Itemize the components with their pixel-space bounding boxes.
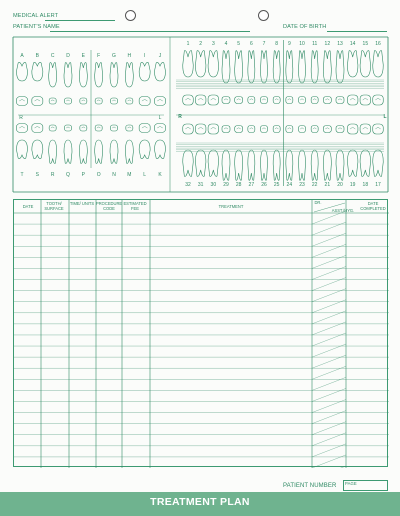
permanent-occlusal-lower [336,126,344,133]
permanent-number-upper: 15 [362,41,369,47]
patient-number-label: PATIENT NUMBER [283,483,337,489]
permanent-tooth-lower [373,150,384,176]
primary-occlusal-lower [17,124,28,133]
primary-tooth-lower [17,140,28,159]
permanent-right-marker: R [178,114,182,120]
treatment-table [13,199,388,467]
primary-occlusal-lower [155,124,166,133]
header-tooth-surface: TOOTH/ SURFACE [44,201,64,211]
permanent-tooth-lower [336,150,344,180]
permanent-number-upper: 9 [287,41,291,47]
permanent-tooth-upper [235,51,243,83]
primary-occlusal-lower [49,125,56,131]
primary-letter-upper: C [50,53,55,59]
permanent-tooth-upper [347,51,358,77]
permanent-tooth-lower [360,150,371,176]
permanent-tooth-lower [208,150,219,176]
permanent-occlusal-upper [347,95,358,105]
permanent-tooth-upper [208,51,219,77]
header-dr: DR. [314,200,322,205]
permanent-number-upper: 7 [262,41,266,47]
permanent-occlusal-upper [360,95,371,105]
permanent-number-lower: 29 [223,182,229,188]
permanent-occlusal-lower [273,126,280,133]
permanent-occlusal-upper [336,97,344,104]
permanent-occlusal-lower [261,126,268,133]
permanent-number-upper: 6 [249,41,253,47]
primary-tooth-upper [17,62,28,81]
primary-occlusal-upper [139,97,150,106]
primary-letter-upper: H [127,53,132,59]
primary-letter-upper: D [66,53,70,59]
primary-occlusal-upper [32,97,43,106]
permanent-number-upper: 10 [299,41,305,47]
permanent-tooth-lower [299,150,306,180]
primary-tooth-upper [95,63,103,87]
permanent-occlusal-lower [311,126,318,133]
permanent-occlusal-upper [222,97,230,104]
primary-tooth-upper [110,63,118,87]
permanent-number-lower: 31 [197,182,204,188]
permanent-occlusal-upper [311,97,318,104]
form-title: TREATMENT PLAN [150,496,250,508]
header-date-completed: DATE COMPLETED [360,201,386,211]
primary-tooth-lower [95,140,103,163]
permanent-tooth-upper [336,51,344,83]
primary-tooth-upper [79,63,87,87]
medical-alert-label: MEDICAL ALERT [13,13,59,19]
primary-occlusal-lower [80,125,87,131]
permanent-tooth-lower [195,150,206,176]
primary-tooth-lower [110,140,118,163]
primary-letter-lower: S [35,172,40,178]
permanent-number-lower: 23 [299,182,305,188]
primary-letter-lower: Q [66,172,70,178]
primary-tooth-lower [139,140,150,159]
permanent-occlusal-upper [261,97,268,104]
permanent-tooth-upper [323,51,331,83]
primary-tooth-upper [64,63,72,87]
permanent-occlusal-lower [208,124,219,134]
table-grid [14,200,389,468]
permanent-tooth-lower [183,150,194,176]
permanent-tooth-lower [222,150,230,180]
permanent-tooth-upper [248,51,255,83]
primary-letter-lower: L [143,172,147,178]
primary-occlusal-upper [111,98,118,104]
permanent-occlusal-lower [222,126,230,133]
primary-occlusal-lower [139,124,150,133]
permanent-occlusal-lower [235,126,243,133]
permanent-occlusal-lower [373,124,384,134]
permanent-number-upper: 8 [275,41,279,47]
tooth-chart [0,0,400,200]
primary-tooth-upper [125,63,133,87]
permanent-tooth-lower [311,150,318,180]
permanent-occlusal-upper [248,97,255,104]
permanent-number-upper: 2 [199,41,203,47]
permanent-number-upper: 11 [312,41,318,47]
permanent-number-upper: 1 [186,41,190,47]
permanent-number-lower: 19 [349,182,356,188]
primary-letter-lower: P [81,172,86,178]
primary-letter-upper: I [143,53,146,59]
permanent-occlusal-lower [286,126,293,133]
dr-asst-diagonal [312,466,346,468]
permanent-occlusal-lower [183,124,194,134]
permanent-occlusal-upper [195,95,206,105]
permanent-tooth-lower [323,150,331,180]
primary-letter-upper: G [112,53,116,59]
permanent-occlusal-lower [195,124,206,134]
primary-letter-upper: F [97,53,101,59]
permanent-number-lower: 25 [273,182,280,188]
permanent-tooth-lower [286,150,293,180]
permanent-number-lower: 22 [311,182,318,188]
permanent-number-upper: 4 [224,41,228,47]
primary-occlusal-upper [17,97,28,106]
permanent-occlusal-lower [360,124,371,134]
primary-letter-lower: N [112,172,116,178]
header-procedure-code: PROCEDURE CODE [96,201,123,211]
page-label: PAGE [345,481,357,486]
permanent-occlusal-upper [273,97,280,104]
permanent-tooth-lower [235,150,243,180]
primary-occlusal-lower [95,125,102,131]
primary-tooth-lower [125,140,133,163]
permanent-number-lower: 27 [248,182,255,188]
permanent-number-upper: 14 [349,41,356,47]
permanent-tooth-lower [248,150,255,180]
primary-occlusal-upper [95,98,102,104]
permanent-number-lower: 17 [375,182,381,188]
primary-letter-lower: R [50,172,55,178]
permanent-occlusal-lower [347,124,358,134]
primary-right-marker: R [19,115,23,121]
permanent-tooth-upper [261,51,268,83]
permanent-number-lower: 20 [337,182,343,188]
permanent-left-marker: L [383,114,387,120]
permanent-occlusal-lower [323,126,331,133]
permanent-number-upper: 3 [211,41,215,47]
permanent-occlusal-upper [208,95,219,105]
primary-tooth-upper [49,63,57,87]
permanent-tooth-upper [373,51,384,77]
primary-letter-upper: E [81,53,86,59]
permanent-occlusal-upper [323,97,331,104]
permanent-number-lower: 30 [210,182,217,188]
permanent-occlusal-lower [248,126,255,133]
permanent-occlusal-upper [183,95,194,105]
permanent-tooth-upper [286,51,293,83]
primary-tooth-lower [64,140,72,163]
header-date: DATE [22,204,34,209]
primary-occlusal-lower [32,124,43,133]
permanent-occlusal-upper [286,97,293,104]
permanent-tooth-upper [299,51,306,83]
permanent-tooth-upper [311,51,318,83]
primary-letter-lower: O [96,172,101,178]
permanent-tooth-upper [195,51,206,77]
primary-letter-upper: J [158,53,162,59]
primary-tooth-lower [155,140,166,159]
primary-left-marker: L [158,115,162,121]
permanent-occlusal-upper [299,97,306,104]
primary-letter-upper: B [35,53,40,59]
permanent-number-lower: 28 [235,182,242,188]
permanent-tooth-lower [347,150,358,176]
primary-tooth-upper [32,62,43,81]
permanent-occlusal-upper [235,97,243,104]
primary-tooth-lower [79,140,87,163]
primary-occlusal-lower [126,125,133,131]
permanent-number-lower: 26 [261,182,267,188]
primary-occlusal-upper [155,97,166,106]
permanent-tooth-lower [261,150,268,180]
primary-tooth-lower [49,140,57,163]
primary-letter-upper: A [20,53,24,59]
header-estimated-fee: ESTIMATED FEE [123,201,147,211]
header-asst-hyg: ASST./HYG. [331,208,355,213]
permanent-tooth-upper [222,51,230,83]
permanent-number-upper: 13 [337,41,343,47]
primary-tooth-lower [32,140,43,159]
permanent-tooth-lower [273,150,280,180]
date-of-birth-label: DATE OF BIRTH [283,24,327,30]
permanent-tooth-upper [360,51,371,77]
primary-occlusal-upper [49,98,56,104]
permanent-number-upper: 16 [375,41,381,47]
patients-name-label: PATIENT'S NAME [13,24,60,30]
permanent-number-lower: 18 [362,182,369,188]
primary-occlusal-lower [65,125,72,131]
permanent-tooth-upper [273,51,280,83]
permanent-number-lower: 21 [324,182,331,188]
permanent-number-upper: 5 [237,41,241,47]
primary-tooth-upper [139,62,150,81]
primary-tooth-upper [155,62,166,81]
permanent-number-upper: 12 [324,41,331,47]
primary-letter-lower: M [127,172,132,178]
header-time-units: TIME/ UNITS [69,201,95,206]
permanent-number-lower: 32 [185,182,191,188]
primary-occlusal-upper [126,98,133,104]
permanent-number-lower: 24 [286,182,293,188]
primary-occlusal-upper [80,98,87,104]
header-treatment: TREATMENT [218,204,244,209]
permanent-occlusal-lower [299,126,306,133]
permanent-tooth-upper [183,51,194,77]
primary-letter-lower: T [20,172,24,178]
primary-occlusal-lower [111,125,118,131]
permanent-occlusal-upper [373,95,384,105]
primary-letter-lower: K [158,172,162,178]
primary-occlusal-upper [65,98,72,104]
